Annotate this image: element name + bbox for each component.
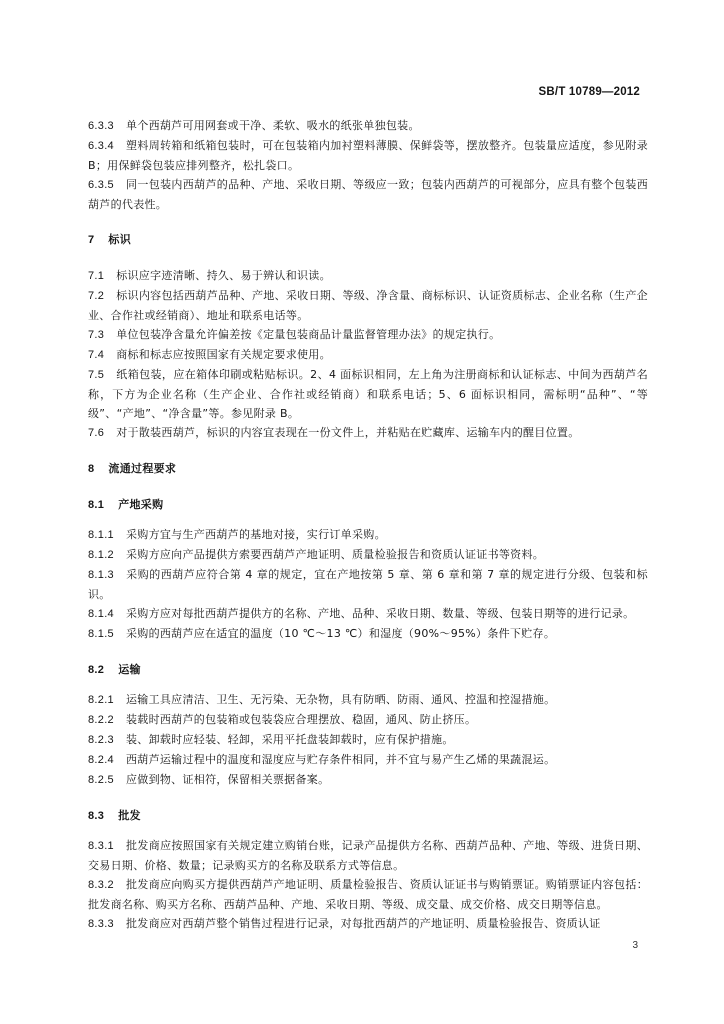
clause-number: 6.3.4 <box>88 140 114 152</box>
heading-number: 8.3 <box>88 810 105 822</box>
clause-number: 8.1.3 <box>88 569 114 581</box>
clause-number: 7.2 <box>88 290 105 302</box>
clause-7-6 <box>88 423 648 443</box>
heading-text: 产地采购 <box>118 498 164 511</box>
clause-text: 单位包装净含量允许偏差按《定量包装商品计量监督管理办法》的规定执行。 <box>116 328 501 341</box>
clause-text: 采购的西葫芦应符合第 4 章的规定，宜在产地按第 5 章、第 6 章和第 7 章的规定进行分级、包装和标识。 <box>88 568 648 601</box>
subsection-heading-8-2 <box>88 660 648 680</box>
clause-8-2-5 <box>88 770 648 790</box>
heading-number: 8.1 <box>88 499 105 511</box>
clause-number: 8.1.4 <box>88 608 114 620</box>
heading-number: 7 <box>88 234 95 246</box>
clause-6-3-5 <box>88 175 648 214</box>
clause-text: 采购方应对每批西葫芦提供方的名称、产地、品种、采收日期、数量、等级、包装日期等的进行记录。 <box>125 607 635 620</box>
clause-number: 6.3.3 <box>88 120 114 132</box>
clause-number: 8.2.3 <box>88 734 114 746</box>
clause-8-1-5 <box>88 624 648 644</box>
subsection-heading-8-1 <box>88 495 648 515</box>
clause-6-3-4 <box>88 136 648 175</box>
clause-number: 8.1.1 <box>88 529 114 541</box>
clause-text: 塑料周转箱和纸箱包装时，可在包装箱内加衬塑料薄膜、保鲜袋等，摆放整齐。包装量应适度，参见附录 B；用保鲜袋包装应排列整齐，松扎袋口。 <box>88 139 648 172</box>
clause-text: 装载时西葫芦的包装箱或包装袋应合理摆放、稳固，通风、防止挤压。 <box>125 713 477 726</box>
clause-number: 8.3.1 <box>88 840 114 852</box>
clause-text: 标识内容包括西葫芦品种、产地、采收日期、等级、净含量、商标标识、认证资质标志、企业名称（生产企业、合作社或经销商）、地址和联系电话等。 <box>88 289 648 322</box>
clause-number: 8.1.2 <box>88 549 114 561</box>
clause-text: 西葫芦运输过程中的温度和湿度应与贮存条件相同，并不宜与易产生乙烯的果蔬混运。 <box>125 753 556 766</box>
clause-text: 单个西葫芦可用网套或干净、柔软、吸水的纸张单独包装。 <box>125 119 420 132</box>
clause-text: 采购方宜与生产西葫芦的基地对接，实行订单采购。 <box>125 528 386 541</box>
clause-8-1-1 <box>88 525 648 545</box>
clause-number: 8.2.2 <box>88 714 114 726</box>
clause-text: 批发商应对西葫芦整个销售过程进行记录，对每批西葫芦的产地证明、质量检验报告、资质认证 <box>125 917 601 930</box>
heading-text: 标识 <box>108 233 132 246</box>
clause-7-3 <box>88 325 648 345</box>
clause-number: 7.6 <box>88 427 105 439</box>
clause-number: 8.3.2 <box>88 879 114 891</box>
clause-number: 7.3 <box>88 329 105 341</box>
clause-text: 纸箱包装，应在箱体印刷或粘贴标识。2、4 面标识相同，左上角为注册商标和认证标志、中间为西葫芦名称，下方为企业名称（生产企业、合作社或经销商）和联系电话；5、6 面标识相同，需标明“品种”、“等级”、“产地”、“净含量”等。参见附录 B。 <box>88 368 648 420</box>
clause-8-3-3 <box>88 914 648 934</box>
clause-8-2-2 <box>88 710 648 730</box>
clause-8-3-2 <box>88 875 648 914</box>
clause-8-2-4 <box>88 750 648 770</box>
clause-8-1-3 <box>88 565 648 604</box>
clause-text: 应做到物、证相符，保留相关票据备案。 <box>125 773 330 786</box>
clause-text: 采购方应向产品提供方索要西葫芦产地证明、质量检验报告和资质认证证书等资料。 <box>125 548 545 561</box>
heading-text: 运输 <box>118 663 141 676</box>
document-body <box>88 116 648 934</box>
clause-text: 批发商应按照国家有关规定建立购销台账，记录产品提供方名称、西葫芦品种、产地、等级、进货日期、交易日期、价格、数量；记录购买方的名称及联系方式等信息。 <box>88 839 648 872</box>
clause-text: 对于散装西葫芦，标识的内容宜表现在一份文件上，并粘贴在贮藏库、运输车内的醒目位置。 <box>116 426 580 439</box>
clause-number: 8.2.4 <box>88 754 114 766</box>
clause-number: 8.3.3 <box>88 918 114 930</box>
clause-text: 采购的西葫芦应在适宜的温度（10 ℃～13 ℃）和湿度（90%～95%）条件下贮存。 <box>125 627 556 640</box>
clause-number: 6.3.5 <box>88 179 114 191</box>
page-number: 3 <box>632 940 638 951</box>
clause-number: 7.1 <box>88 270 105 282</box>
clause-8-1-2 <box>88 545 648 565</box>
clause-7-5 <box>88 365 648 423</box>
clause-number: 8.1.5 <box>88 628 114 640</box>
clause-8-1-4 <box>88 604 648 624</box>
clause-text: 标识应字迹清晰、持久、易于辨认和识读。 <box>116 269 331 282</box>
clause-8-3-1 <box>88 836 648 875</box>
subsection-heading-8-3 <box>88 806 648 826</box>
clause-7-2 <box>88 286 648 325</box>
clause-number: 8.2.5 <box>88 774 114 786</box>
section-heading-7 <box>88 230 648 250</box>
clause-8-2-1 <box>88 690 648 710</box>
section-heading-8 <box>88 459 648 479</box>
clause-7-4 <box>88 345 648 365</box>
clause-text: 商标和标志应按照国家有关规定要求使用。 <box>116 348 331 361</box>
clause-number: 7.4 <box>88 349 105 361</box>
clause-6-3-3 <box>88 116 648 136</box>
clause-7-1 <box>88 266 648 286</box>
clause-text: 装、卸载时应轻装、轻卸，采用平托盘装卸载时，应有保护措施。 <box>125 733 454 746</box>
heading-number: 8 <box>88 463 95 475</box>
standard-code: SB/T 10789—2012 <box>538 86 640 98</box>
heading-text: 流通过程要求 <box>108 462 177 475</box>
clause-number: 7.5 <box>88 369 105 381</box>
clause-text: 批发商应向购买方提供西葫芦产地证明、质量检验报告、资质认证证书与购销票证。购销票证内容包括：批发商名称、购买方名称、西葫芦品种、产地、采收日期、等级、成交量、成交价格、成交日期等信息。 <box>88 878 648 911</box>
clause-number: 8.2.1 <box>88 694 114 706</box>
clause-text: 运输工具应清洁、卫生、无污染、无杂物，具有防晒、防雨、通风、控温和控湿措施。 <box>125 693 556 706</box>
heading-number: 8.2 <box>88 664 105 676</box>
heading-text: 批发 <box>118 809 141 822</box>
clause-8-2-3 <box>88 730 648 750</box>
clause-text: 同一包装内西葫芦的品种、产地、采收日期、等级应一致；包装内西葫芦的可视部分，应具有整个包装西葫芦的代表性。 <box>88 178 648 211</box>
